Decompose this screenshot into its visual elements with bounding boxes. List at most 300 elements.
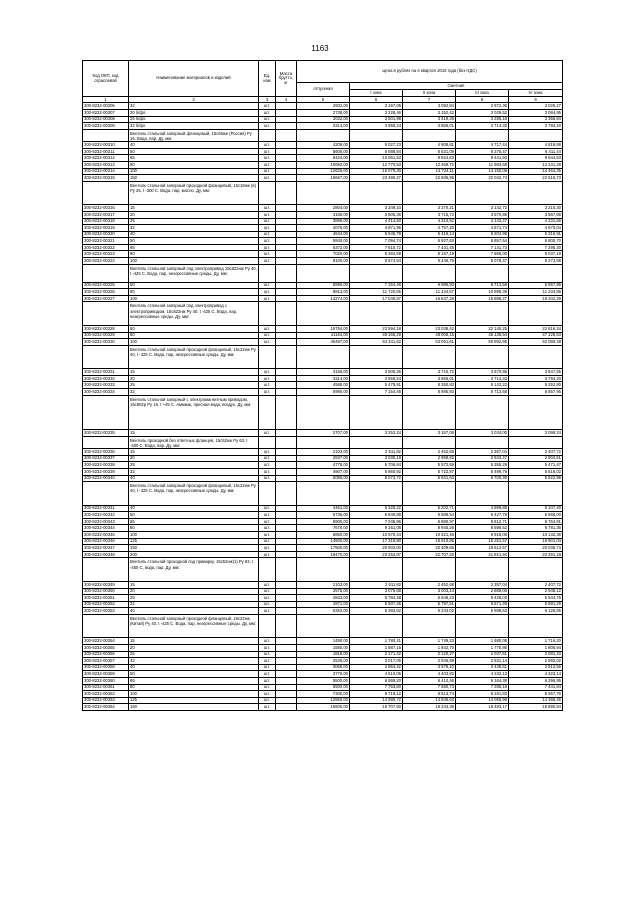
release-price-cell: 4461,00 (297, 505, 350, 512)
zone2-price-cell: 9 824,63 (403, 155, 456, 162)
name-cell: 100 (129, 258, 259, 265)
zone3-price-cell: 5 204,99 (456, 231, 509, 238)
zone3-price-cell: 46 136,54 (456, 332, 509, 339)
code-cell: 300-8232-00326 (83, 289, 129, 296)
release-price-cell: 19754,00 (297, 325, 350, 332)
group-empty-cell (276, 181, 297, 205)
zone4-price-cell: 2 892,02 (509, 658, 563, 665)
zone3-price-cell: 22 140,25 (456, 325, 509, 332)
zone3-price-cell: 2 037,61 (456, 651, 509, 658)
zone1-price-cell: 5 027,23 (350, 142, 403, 149)
group-title: Вентиль стальной запорный проходной фланцевый, 15с22нж Ру 40, t -425 С. Вода, пар, неагрессивные среды. Ду, мм: (129, 482, 259, 506)
zone2-price-cell: 5 572,59 (403, 462, 456, 469)
group-empty-cell (403, 129, 456, 142)
zone1-price-cell: 7 154,46 (350, 282, 403, 289)
name-cell: 25 (129, 218, 259, 225)
table-row (83, 581, 563, 588)
zone4-price-cell: 6 128,65 (509, 608, 563, 615)
code-cell: 300-8232-00348 (83, 551, 129, 558)
code-cell: 300-8232-00336 (83, 449, 129, 456)
release-price-cell: 10692,00 (297, 162, 350, 169)
zone1-price-cell: 3 030,19 (350, 455, 403, 462)
zone3-price-cell: 4 717,44 (456, 142, 509, 149)
zone4-price-cell: 5 252,80 (509, 382, 563, 389)
release-price-cell: 5990,00 (297, 282, 350, 289)
zone2-price-cell: 22 936,96 (403, 175, 456, 182)
group-code-cell (83, 302, 129, 326)
column-number: 6 (350, 97, 403, 103)
zone3-price-cell: 4 999,88 (456, 505, 509, 512)
release-price-cell: 7020,00 (297, 251, 350, 258)
name-cell: 40 (129, 475, 259, 482)
zone3-price-cell: 3 286,18 (456, 116, 509, 123)
zone2-price-cell: 1 749,23 (403, 638, 456, 645)
unit-cell: шт. (259, 684, 276, 691)
zone1-price-cell: 3 664,42 (350, 664, 403, 671)
table-row (83, 339, 563, 346)
unit-cell: шт. (259, 244, 276, 251)
zone4-price-cell: 2 904,61 (509, 455, 563, 462)
group-empty-cell (259, 614, 276, 638)
name-cell: 32 (129, 103, 259, 110)
code-cell: 300-8232-00359 (83, 671, 129, 678)
group-title: Вентиль стальной запорный проходной фланцевый, 15с22нж (Китай) Ру 40, t -425 С. Вода, пар, неагрессивные среды. Ду, мм: (129, 614, 259, 638)
zone4-price-cell: 12 241,28 (509, 162, 563, 169)
zone3-price-cell: 10 998,39 (456, 289, 509, 296)
zone2-price-cell: 23 038,42 (403, 325, 456, 332)
zone2-price-cell: 6 985,93 (403, 282, 456, 289)
unit-cell: шт. (259, 211, 276, 218)
mass-cell (276, 658, 297, 665)
name-cell: 50 (129, 148, 259, 155)
name-cell: 20 (129, 644, 259, 651)
name-cell: 32 (129, 601, 259, 608)
code-cell: 300-8232-00331 (83, 369, 129, 376)
release-price-cell: 4971,00 (297, 601, 350, 608)
zone3-price-cell: 9 078,47 (456, 258, 509, 265)
unit-cell: шт. (259, 638, 276, 645)
name-cell: 100 (129, 339, 259, 346)
zone3-price-cell: 9 441,60 (456, 155, 509, 162)
zone2-price-cell: 16 910,86 (403, 538, 456, 545)
zone4-price-cell: 5 107,40 (509, 505, 563, 512)
group-empty-cell (259, 264, 276, 282)
group-row (83, 482, 563, 506)
group-empty-cell (456, 345, 509, 369)
zone2-price-cell: 2 945,99 (403, 658, 456, 665)
code-cell: 300-8232-00355 (83, 644, 129, 651)
group-empty-cell (276, 614, 297, 638)
zone1-price-cell: 5 860,92 (350, 468, 403, 475)
table-row (83, 205, 563, 212)
code-cell: 300-8232-00350 (83, 588, 129, 595)
code-cell: 300-8232-00352 (83, 601, 129, 608)
unit-cell: шт. (259, 238, 276, 245)
zone4-price-cell: 3 794,20 (509, 375, 563, 382)
mass-cell (276, 664, 297, 671)
mass-cell (276, 581, 297, 588)
name-cell: 40 (129, 231, 259, 238)
unit-cell: шт. (259, 231, 276, 238)
name-cell: 15 (129, 581, 259, 588)
zone1-price-cell: 1 780,41 (350, 638, 403, 645)
table-row (83, 704, 563, 711)
table-row (83, 148, 563, 155)
group-empty-cell (350, 345, 403, 369)
group-empty-cell (350, 395, 403, 430)
release-price-cell: 17500,00 (297, 545, 350, 552)
zone3-price-cell: 8 596,52 (456, 525, 509, 532)
table-row (83, 658, 563, 665)
zone1-price-cell: 7 094,74 (350, 238, 403, 245)
table-row (83, 155, 563, 162)
name-cell: 32 (129, 468, 259, 475)
table-row (83, 588, 563, 595)
group-code-cell (83, 181, 129, 205)
zone4-price-cell: 6 296,95 (509, 677, 563, 684)
code-cell: 300-8232-00344 (83, 525, 129, 532)
zone4-price-cell: 8 037,19 (509, 251, 563, 258)
unit-cell: шт. (259, 116, 276, 123)
release-price-cell: 8100,00 (297, 258, 350, 265)
release-price-cell: 14500,00 (297, 538, 350, 545)
mass-cell (276, 282, 297, 289)
zone3-price-cell: 7 868,00 (456, 251, 509, 258)
group-empty-cell (259, 345, 276, 369)
group-empty-cell (456, 614, 509, 638)
unit-cell: шт. (259, 168, 276, 175)
unit-cell: шт. (259, 205, 276, 212)
zone1-price-cell: 7 154,46 (350, 389, 403, 396)
group-empty-cell (259, 129, 276, 142)
mass-cell (276, 608, 297, 615)
group-empty-cell (403, 558, 456, 582)
unit-cell: шт. (259, 175, 276, 182)
group-code-cell (83, 436, 129, 449)
release-price-cell: 1490,00 (297, 638, 350, 645)
zone2-price-cell: 8 513,74 (403, 691, 456, 698)
group-code-cell (83, 264, 129, 282)
name-cell: 20 (129, 375, 259, 382)
zone1-price-cell: 7 610,72 (350, 244, 403, 251)
zone3-price-cell: 5 499,76 (456, 468, 509, 475)
unit-cell: шт. (259, 691, 276, 698)
code-cell: 300-8232-00346 (83, 538, 129, 545)
code-cell: 300-8232-00361 (83, 684, 129, 691)
release-price-cell: 3156,00 (297, 369, 350, 376)
zone3-price-cell: 21 821,94 (456, 551, 509, 558)
mass-cell (276, 389, 297, 396)
table-row (83, 684, 563, 691)
zone4-price-cell: 5 618,02 (509, 468, 563, 475)
name-cell: 20 (129, 211, 259, 218)
group-empty-cell (297, 395, 350, 430)
unit-cell: шт. (259, 581, 276, 588)
group-empty-cell (456, 436, 509, 449)
mass-cell (276, 231, 297, 238)
table-row (83, 389, 563, 396)
zone4-price-cell: 47 128,63 (509, 332, 563, 339)
name-cell: 15 (129, 205, 259, 212)
column-number: 9 (509, 97, 563, 103)
group-empty-cell (403, 395, 456, 430)
table-row (83, 332, 563, 339)
unit-cell: шт. (259, 671, 276, 678)
code-cell: 300-8232-00323 (83, 251, 129, 258)
release-price-cell: 7670,00 (297, 525, 350, 532)
zone2-price-cell: 6 531,09 (403, 148, 456, 155)
code-cell: 300-8232-00325 (83, 282, 129, 289)
release-price-cell: 6500,00 (297, 684, 350, 691)
group-row (83, 436, 563, 449)
group-empty-cell (456, 395, 509, 430)
zone1-price-cell: 7 046,96 (350, 518, 403, 525)
table-row (83, 103, 563, 110)
name-cell: 20 (129, 588, 259, 595)
mass-cell (276, 455, 297, 462)
zone1-price-cell: 3 017,05 (350, 658, 403, 665)
zone1-price-cell: 10 570,44 (350, 532, 403, 539)
zone3-price-cell: 14 150,08 (456, 168, 509, 175)
release-price-cell: 2707,00 (297, 430, 350, 437)
mass-cell (276, 211, 297, 218)
group-row (83, 264, 563, 282)
release-price-cell: 3696,00 (297, 218, 350, 225)
group-empty-cell (403, 264, 456, 282)
table-row (83, 455, 563, 462)
zone1-price-cell: 6 849,88 (350, 512, 403, 519)
code-cell: 300-8232-00330 (83, 339, 129, 346)
zone3-price-cell: 3 570,86 (456, 211, 509, 218)
release-price-cell: 45497,00 (297, 339, 350, 346)
table-row (83, 225, 563, 232)
name-cell: 100 (129, 691, 259, 698)
code-cell: 300-8232-00353 (83, 608, 129, 615)
mass-cell (276, 449, 297, 456)
group-empty-cell (297, 436, 350, 449)
zone1-price-cell: 23 594,18 (350, 325, 403, 332)
release-price-cell: 4209,00 (297, 142, 350, 149)
table-row (83, 525, 563, 532)
zone1-price-cell: 3 253,24 (350, 430, 403, 437)
name-cell: 40 (129, 142, 259, 149)
unit-cell: шт. (259, 651, 276, 658)
zone4-price-cell: 3 099,24 (509, 430, 563, 437)
zone1-price-cell: 3 075,58 (350, 588, 403, 595)
table-row (83, 512, 563, 519)
mass-cell (276, 142, 297, 149)
group-empty-cell (276, 345, 297, 369)
unit-cell: шт. (259, 462, 276, 469)
group-empty-cell (276, 558, 297, 582)
zone2-price-cell: 7 580,73 (403, 684, 456, 691)
release-price-cell: 2602,00 (297, 103, 350, 110)
mass-cell (276, 684, 297, 691)
header-name: Наименование материалов и изделий (129, 61, 259, 97)
zone4-price-cell: 9 273,68 (509, 258, 563, 265)
unit-cell: шт. (259, 595, 276, 602)
group-empty-cell (259, 436, 276, 449)
release-price-cell: 4778,00 (297, 462, 350, 469)
zone1-price-cell: 5 328,22 (350, 505, 403, 512)
table-row (83, 211, 563, 218)
zone3-price-cell: 3 714,33 (456, 123, 509, 130)
zone1-price-cell: 17 318,80 (350, 538, 403, 545)
zone1-price-cell: 3 958,24 (350, 375, 403, 382)
unit-cell: шт. (259, 677, 276, 684)
group-empty-cell (403, 302, 456, 326)
zone3-price-cell: 8 181,83 (456, 691, 509, 698)
name-cell: 15 (129, 638, 259, 645)
zone1-price-cell: 23 254,97 (350, 551, 403, 558)
zone4-price-cell: 3 512,56 (509, 664, 563, 671)
name-cell: 125 (129, 538, 259, 545)
zone3-price-cell: 3 142,72 (456, 205, 509, 212)
mass-cell (276, 512, 297, 519)
code-cell: 300-8232-00341 (83, 505, 129, 512)
zone4-price-cell: 6 800,70 (509, 238, 563, 245)
zone3-price-cell: 2 357,04 (456, 449, 509, 456)
release-price-cell: 3068,00 (297, 664, 350, 671)
group-empty-cell (297, 482, 350, 506)
unit-cell: шт. (259, 142, 276, 149)
zone3-price-cell: 6 713,58 (456, 282, 509, 289)
code-cell: 300-8232-00313 (83, 162, 129, 169)
zone3-price-cell: 5 355,29 (456, 462, 509, 469)
group-row (83, 129, 563, 142)
mass-cell (276, 505, 297, 512)
name-cell: 80 (129, 684, 259, 691)
header-release: отпускная (297, 83, 350, 97)
group-empty-cell (350, 614, 403, 638)
code-cell: 300-8232-00317 (83, 211, 129, 218)
name-cell: 150 (129, 175, 259, 182)
table-row (83, 475, 563, 482)
mass-cell (276, 468, 297, 475)
group-empty-cell (297, 345, 350, 369)
group-empty-cell (509, 345, 563, 369)
mass-cell (276, 601, 297, 608)
group-empty-cell (456, 264, 509, 282)
zone4-price-cell: 4 819,88 (509, 142, 563, 149)
unit-cell: шт. (259, 664, 276, 671)
group-empty-cell (350, 129, 403, 142)
zone2-price-cell: 3 865,01 (403, 375, 456, 382)
group-empty-cell (276, 395, 297, 430)
zone4-price-cell: 3 356,84 (509, 116, 563, 123)
mass-cell (276, 462, 297, 469)
unit-cell: шт. (259, 455, 276, 462)
release-price-cell: 2103,00 (297, 581, 350, 588)
release-price-cell: 1580,00 (297, 644, 350, 651)
code-cell: 300-8232-00362 (83, 691, 129, 698)
unit-cell: шт. (259, 704, 276, 711)
code-cell: 300-8232-00335 (83, 430, 129, 437)
zone3-price-cell: 7 141,73 (456, 244, 509, 251)
group-empty-cell (509, 395, 563, 430)
column-number: 7 (403, 97, 456, 103)
zone3-price-cell: 5 999,63 (456, 608, 509, 615)
zone4-price-cell: 6 411,44 (509, 148, 563, 155)
table-row (83, 369, 563, 376)
mass-cell (276, 475, 297, 482)
zone2-price-cell: 19 243,38 (403, 704, 456, 711)
release-price-cell: 5940,00 (297, 238, 350, 245)
zone2-price-cell: 3 270,21 (403, 205, 456, 212)
zone4-price-cell: 4 323,14 (509, 671, 563, 678)
zone2-price-cell: 16 647,28 (403, 295, 456, 302)
zone2-price-cell: 3 092,84 (403, 103, 456, 110)
group-empty-cell (350, 302, 403, 326)
group-code-cell (83, 614, 129, 638)
name-cell: 80 (129, 251, 259, 258)
unit-cell: шт. (259, 332, 276, 339)
group-title: Вентиль стальной запорный проходной фланцевый, 15с18нж (в) Ру 25, t -300 С. Вода, пар, масло. Ду, мм: (129, 181, 259, 205)
unit-cell: шт. (259, 325, 276, 332)
zone4-price-cell: 6 857,95 (509, 389, 563, 396)
code-cell: 300-8232-00363 (83, 697, 129, 704)
code-cell: 300-8232-00339 (83, 468, 129, 475)
zone3-price-cell: 22 042,74 (456, 175, 509, 182)
group-empty-cell (509, 436, 563, 449)
unit-cell: шт. (259, 551, 276, 558)
zone4-price-cell: 6 857,95 (509, 282, 563, 289)
header-price-caption: Цена в рублях на II квартал 2016 года (без НДС) (297, 61, 563, 83)
mass-cell (276, 155, 297, 162)
column-number: 1 (83, 97, 129, 103)
zone2-price-cell: 9 446,76 (403, 258, 456, 265)
zone1-price-cell: 3 228,46 (350, 109, 403, 116)
group-code-cell (83, 482, 129, 506)
group-row (83, 395, 563, 430)
header-estimated: Сметная (350, 83, 563, 90)
name-cell: 15 (129, 449, 259, 456)
zone4-price-cell: 2 948,12 (509, 588, 563, 595)
mass-cell (276, 258, 297, 265)
table-row (83, 462, 563, 469)
release-price-cell: 6372,00 (297, 244, 350, 251)
release-price-cell: 8424,00 (297, 155, 350, 162)
code-cell: 300-8232-00314 (83, 168, 129, 175)
group-title: Вентиль стальной запорный под электропривод 15с822нж Ру 40, t -425 С. Вода, пар, неагрессивные среды. Ду, мм: (129, 264, 259, 282)
release-price-cell: 3776,00 (297, 671, 350, 678)
zone3-price-cell: 2 843,47 (456, 455, 509, 462)
release-price-cell: 4588,00 (297, 382, 350, 389)
zone3-price-cell: 1 680,08 (456, 638, 509, 645)
zone4-price-cell: 1 808,94 (509, 644, 563, 651)
zone1-price-cell: 4 414,50 (350, 218, 403, 225)
group-title: Вентиль стальной запорный под электропривод с электроприводом, 15с822нж Ру 40, t -425 С. Вода, пар, неагрессивные среды. Ду, мм: (129, 302, 259, 326)
table-row (83, 282, 563, 289)
zone2-price-cell: 5 416,14 (403, 231, 456, 238)
zone3-price-cell: 7 285,18 (456, 684, 509, 691)
unit-cell: шт. (259, 468, 276, 475)
group-empty-cell (509, 264, 563, 282)
code-cell: 300-8232-00311 (83, 148, 129, 155)
zone1-price-cell: 54 341,62 (350, 339, 403, 346)
group-title: Вентиль стальной запорный фланцевый, 15с65нж (Россия) Ру 16. Вода, пар. Ду, мм: (129, 129, 259, 142)
price-table (82, 60, 563, 711)
mass-cell (276, 691, 297, 698)
name-cell: 20 (129, 455, 259, 462)
zone4-price-cell: 5 544,75 (509, 595, 563, 602)
unit-cell: шт. (259, 475, 276, 482)
unit-cell: шт. (259, 601, 276, 608)
table-row (83, 664, 563, 671)
zone3-price-cell: 4 232,13 (456, 671, 509, 678)
code-cell: 300-8232-00322 (83, 244, 129, 251)
zone1-price-cell: 6 074,72 (350, 475, 403, 482)
